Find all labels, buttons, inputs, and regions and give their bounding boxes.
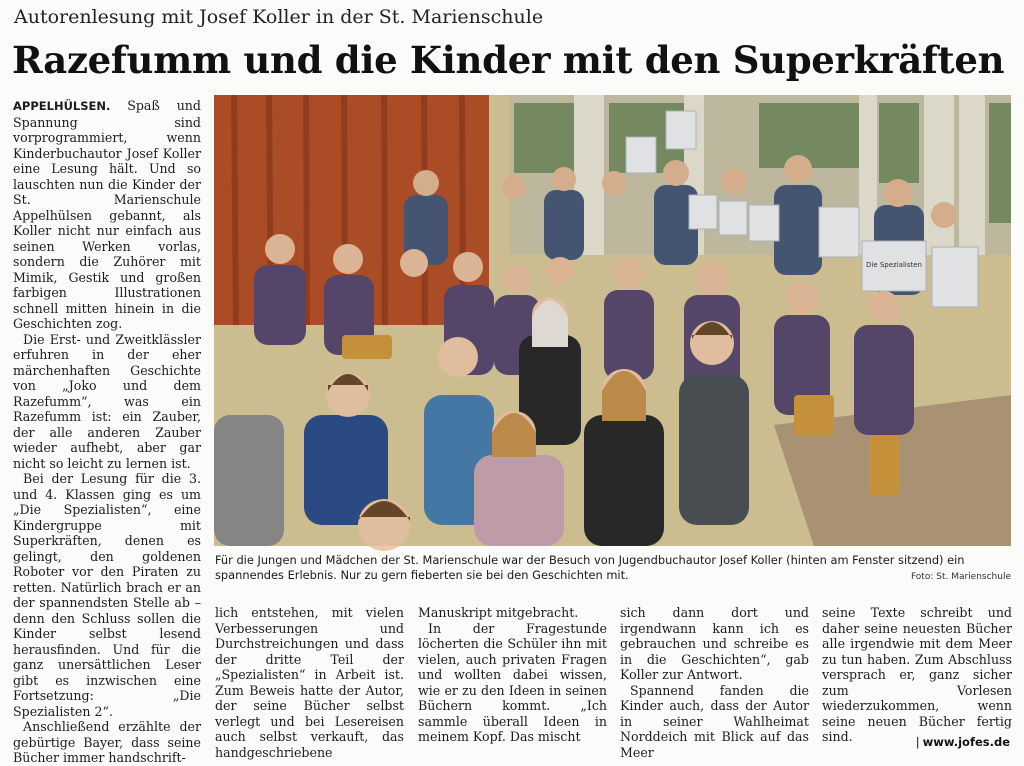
paragraph: In der Fragestunde löcherten die Schüler ihn mit vielen, auch privaten Fragen und wollten dabei wissen, wie er zu den Ideen in seinen Büchern kommt. „Ich sammle überall Ideen in meinem Kopf. Das mischt [418, 620, 607, 744]
photo-caption: Für die Jungen und Mädchen der St. Marienschule war der Besuch von Jugendbuchautor Josef Koller (hinten am Fenster sitzend) ein spannendes Erlebnis. Nur zu gern fieberten sie bei den Geschichten mit. [215, 553, 965, 582]
text-column-2 [215, 605, 404, 760]
separator: | [915, 735, 920, 749]
website-footer [916, 735, 1010, 749]
website-link[interactable]: www.jofes.de [922, 735, 1010, 749]
paragraph: lich entstehen, mit vielen Verbesserungen und Durchstreichungen und dass der dritte Teil der „Spezialisten“ in Arbeit ist. Zum Beweis hatte der Autor, der seine Bücher selbst verlegt und bei Lesereisen auch selbst verkauft, das handgeschriebene [215, 605, 404, 760]
paragraph-text: Spaß und Spannung sind vorprogrammiert, wenn Kinderbuchautor Josef Koller eine Lesung hält. Und so lauschten nun die Kinder der St. Marienschule Appelhülsen gebannt, als Koller nicht nur einfach aus seinen Werken vorlas, sondern die Zuhörer mit Mimik, Gestik und großen farbigen Illustrationen schnell mitten hinein in die Geschichten zog. [13, 98, 201, 331]
headline: Razefumm und die Kinder mit den Superkräften [12, 38, 1005, 82]
photo-illustration [214, 95, 1011, 546]
paragraph [13, 98, 201, 332]
book-label: Die Spezialisten [866, 261, 922, 269]
paragraph: Anschließend erzählte der gebürtige Bayer, dass seine Bücher immer handschrift- [13, 719, 201, 765]
text-column-1 [13, 98, 201, 765]
paragraph: Spannend fanden die Kinder auch, dass der Autor in seiner Wahlheimat Norddeich mit Blick auf das Meer [620, 682, 809, 760]
kicker: Autorenlesung mit Josef Koller in der St. Marienschule [14, 6, 544, 28]
group-photo [214, 95, 1011, 546]
text-column-4 [620, 605, 809, 760]
photo-credit: Foto: St. Marienschule [910, 572, 1011, 582]
dateline: APPELHÜLSEN. [13, 99, 111, 113]
paragraph: Bei der Lesung für die 3. und 4. Klassen ging es um „Die Spezialisten“, eine Kindergruppe mit Superkräften, denen es gelingt, den goldenen Roboter vor den Piraten zu retten. Natürlich brach er an der spannendsten Stelle ab – denn den Schluss sollen die Kinder selbst lesend herausfinden. Und für die ganz unersättlichen Leser gibt es inzwischen eine Fortsetzung: „Die Spezialisten 2“. [13, 471, 201, 719]
paragraph: sich dann dort und irgendwann kann ich es gebrauchen und schreibe es in die Geschichten“, gab Koller zur Antwort. [620, 605, 809, 682]
paragraph: Die Erst- und Zweitklässler erfuhren in der eher märchenhaften Geschichte von „Joko und dem Razefumm“, was ein Razefumm ist: ein Zauber, der alle anderen Zauber wieder aufhebt, aber gar nicht so leicht zu lernen ist. [13, 331, 201, 471]
text-column-3 [418, 605, 607, 755]
paragraph: Manuskript mitgebracht. [418, 605, 579, 620]
paragraph: seine Texte schreibt und daher seine neuesten Bücher alle irgendwie mit dem Meer zu tun haben. Zum Abschluss versprach er, ganz sicher zum Vorlesen wiederzukommen, wenn seine neuen Bücher fertig sind. [822, 605, 1012, 744]
